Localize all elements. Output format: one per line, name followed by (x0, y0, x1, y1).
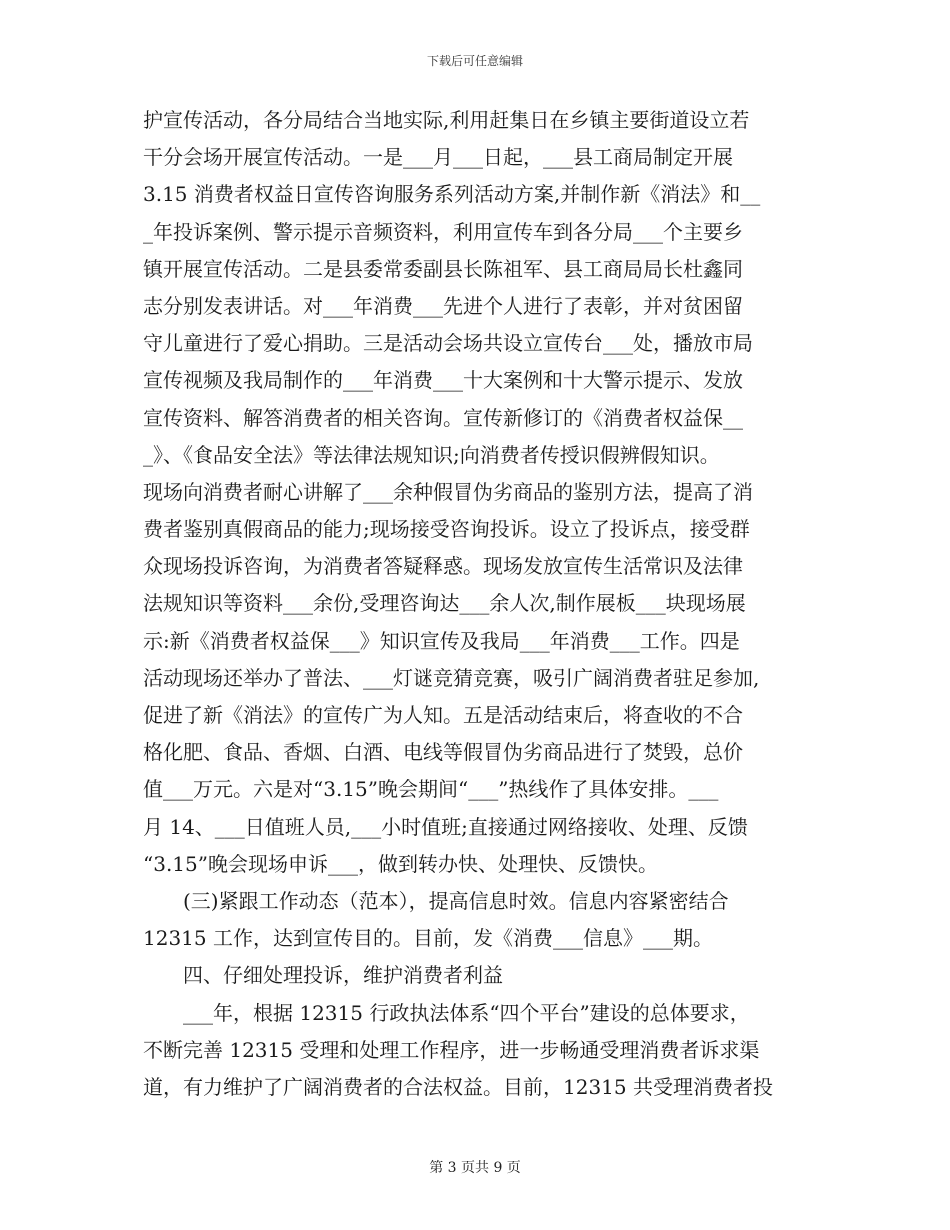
text-line: _》、《食品安全法》等法律法规知识;向消费者传授识假辨假知识。 (143, 442, 720, 467)
text-line: 活动现场还举办了普法、___灯谜竞猜竞赛，吸引广阔消费者驻足参加, (143, 665, 760, 690)
text-line: 月 14、___日值班人员,___小时值班;直接通过网络接收、处理、反馈 (143, 814, 748, 839)
text-line: 格化肥、食品、香烟、白酒、电线等假冒伪劣商品进行了焚毁，总价 (143, 740, 743, 765)
text-line: 镇开展宣传活动。二是县委常委副县长陈祖军、县工商局局长杜鑫同 (143, 256, 743, 281)
text-line: 现场向消费者耐心讲解了___余种假冒伪劣商品的鉴别方法，提高了消 (143, 479, 753, 504)
text-line: 守儿童进行了爱心捐助。三是活动会场共设立宣传台___处，播放市局 (143, 331, 753, 356)
text-line: _年投诉案例、警示提示音频资料，利用宣传车到各分局___个主要乡 (143, 219, 743, 244)
page-header: 下载后可任意编辑 (426, 54, 523, 68)
text-line: 费者鉴别真假商品的能力;现场接受咨询投诉。设立了投诉点，接受群 (143, 517, 750, 542)
text-line: 3.15 消费者权益日宣传咨询服务系列活动方案,并制作新《消法》和__ (143, 182, 761, 207)
document-body (143, 102, 807, 1106)
text-line: 干分会场开展宣传活动。一是___月___日起，___县工商局制定开展 (143, 145, 733, 170)
text-line: 不断完善 12315 受理和处理工作程序，进一步畅通受理消费者诉求渠 (143, 1037, 760, 1062)
text-line: 12315 工作，达到宣传目的。目前，发《消费___信息》___期。 (143, 926, 713, 951)
text-line: 示:新《消费者权益保___》知识宣传及我局___年消费___工作。四是 (143, 628, 740, 653)
text-line: 道，有力维护了广阔消费者的合法权益。目前，12315 共受理消费者投 (143, 1074, 773, 1099)
text-line: 志分别发表讲话。对___年消费___先进个人进行了表彰，并对贫困留 (143, 293, 743, 318)
text-line: ___年，根据 12315 行政执法体系“四个平台”建设的总体要求， (183, 1000, 750, 1025)
page-footer: 第 3 页共 9 页 (429, 1160, 521, 1176)
text-line: 值___万元。六是对“3.15”晚会期间“___”热线作了具体安排。___ (143, 777, 719, 802)
section-heading: 四、仔细处理投诉，维护消费者利益 (183, 963, 503, 988)
text-line: 促进了新《消法》的宣传广为人知。五是活动结束后，将查收的不合 (143, 703, 743, 727)
text-line: 护宣传活动，各分局结合当地实际,利用赶集日在乡镇主要街道设立若 (143, 108, 750, 132)
text-line: 宣传视频及我局制作的___年消费___十大案例和十大警示提示、发放 (143, 368, 743, 393)
text-line: (三)紧跟工作动态（范本），提高信息时效。信息内容紧密结合 (183, 888, 729, 913)
text-line: 宣传资料、解答消费者的相关咨询。宣传新修订的《消费者权益保__ (143, 405, 743, 430)
text-line: 法规知识等资料___余份,受理咨询达___余人次,制作展板___块现场展 (143, 591, 746, 616)
text-line: “3.15”晚会现场申诉___，做到转办快、处理快、反馈快。 (143, 851, 658, 876)
text-line: 众现场投诉咨询，为消费者答疑释惑。现场发放宣传生活常识及法律 (143, 554, 743, 579)
